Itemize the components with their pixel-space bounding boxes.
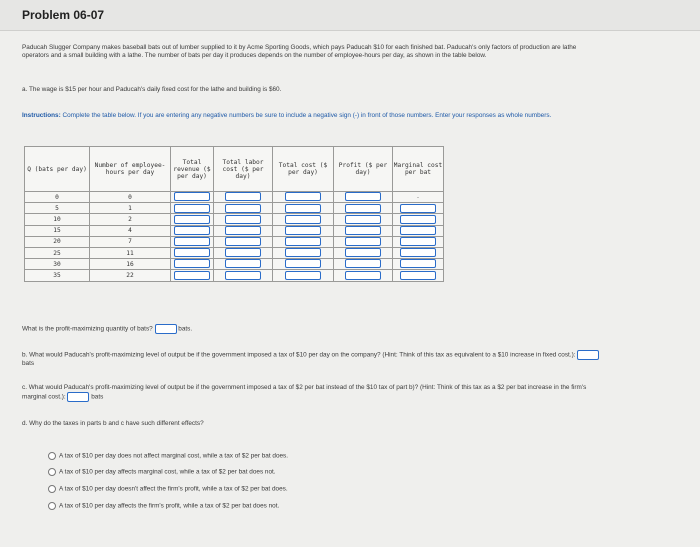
table-row	[25, 225, 444, 236]
instructions-label: Instructions:	[22, 112, 61, 119]
question-c-text: c. What would Paducah's profit-maximizing level of output be if the government imposed a tax of $2 per bat instead of the $10 tax of part b)? (Hint: Think of this tax as a $2 per bat increase in the firm's marginal cost.):	[22, 384, 587, 402]
question-b-unit: bats	[22, 360, 35, 368]
total-cost-input[interactable]	[285, 237, 321, 246]
radio-icon[interactable]	[48, 468, 56, 476]
profit-input[interactable]	[345, 204, 381, 213]
cell-total-revenue	[171, 259, 214, 270]
cell-profit	[334, 259, 393, 270]
cell-total-labor-cost	[214, 270, 273, 281]
col-header-marginal-cost: Marginal cost per bat	[393, 147, 444, 192]
cell-total-labor-cost	[214, 259, 273, 270]
total-revenue-input[interactable]	[174, 259, 210, 268]
cell-q: 15	[25, 225, 90, 236]
option-3[interactable]	[48, 485, 288, 493]
profit-input[interactable]	[345, 192, 381, 201]
cell-total-cost	[273, 225, 334, 236]
total-revenue-input[interactable]	[174, 192, 210, 201]
cell-total-labor-cost	[214, 247, 273, 258]
question-b-text: b. What would Paducah's profit-maximizing level of output be if the government imposed a tax of $10 per day on the company? (Hint: Think of this tax as equivalent to a $10 increase in fixed cost.):	[22, 351, 576, 359]
total-labor-cost-input[interactable]	[225, 259, 261, 268]
cell-hours: 1	[90, 203, 171, 214]
cell-marginal-cost	[393, 270, 444, 281]
cell-total-labor-cost	[214, 214, 273, 225]
cell-total-cost	[273, 259, 334, 270]
total-revenue-input[interactable]	[174, 237, 210, 246]
cell-profit	[334, 203, 393, 214]
question-profit-max	[22, 324, 192, 334]
total-labor-cost-input[interactable]	[225, 192, 261, 201]
col-header-hours: Number of employee-hours per day	[90, 147, 171, 192]
total-labor-cost-input[interactable]	[225, 215, 261, 224]
cell-hours: 22	[90, 270, 171, 281]
cell-total-labor-cost	[214, 225, 273, 236]
total-revenue-input[interactable]	[174, 226, 210, 235]
cell-marginal-cost	[393, 236, 444, 247]
cell-marginal-cost	[393, 192, 444, 203]
total-labor-cost-input[interactable]	[225, 226, 261, 235]
marginal-cost-input[interactable]	[400, 226, 436, 235]
cell-q: 25	[25, 247, 90, 258]
question-b	[22, 350, 602, 369]
cell-total-revenue	[171, 270, 214, 281]
cell-total-revenue	[171, 214, 214, 225]
cell-total-cost	[273, 236, 334, 247]
option-2[interactable]	[48, 468, 276, 476]
cell-total-revenue	[171, 247, 214, 258]
cell-marginal-cost	[393, 225, 444, 236]
cell-marginal-cost	[393, 247, 444, 258]
profit-input[interactable]	[345, 271, 381, 280]
cell-hours: 2	[90, 214, 171, 225]
cell-hours: 7	[90, 236, 171, 247]
total-cost-input[interactable]	[285, 192, 321, 201]
table-row	[25, 270, 444, 281]
question-b-input[interactable]	[577, 350, 599, 360]
intro-text: Paducah Slugger Company makes baseball bats out of lumber supplied to it by Acme Sporting Goods, which pays Paducah $10 for each finished bat. Paducah's only factors of production are lathe operators and a small building with a lathe. The number of bats per day it produces depends on the number of employee-hours per day, as shown in the table below.	[22, 44, 577, 60]
option-2-label: A tax of $10 per day affects marginal cost, while a tax of $2 per bat does not.	[59, 468, 276, 476]
total-revenue-input[interactable]	[174, 204, 210, 213]
profit-input[interactable]	[345, 248, 381, 257]
col-header-q: Q (bats per day)	[25, 147, 90, 192]
cell-q: 5	[25, 203, 90, 214]
cell-total-revenue	[171, 236, 214, 247]
marginal-cost-na: -	[416, 193, 420, 201]
profit-input[interactable]	[345, 226, 381, 235]
problem-title: Problem 06-07	[22, 8, 105, 22]
col-header-total-cost: Total cost ($ per day)	[273, 147, 334, 192]
profit-input[interactable]	[345, 237, 381, 246]
cell-total-labor-cost	[214, 192, 273, 203]
question-c-input[interactable]	[67, 392, 89, 402]
option-3-label: A tax of $10 per day doesn't affect the firm's profit, while a tax of $2 per bat does.	[59, 485, 288, 493]
cell-hours: 0	[90, 192, 171, 203]
total-cost-input[interactable]	[285, 226, 321, 235]
total-cost-input[interactable]	[285, 215, 321, 224]
problem-header	[0, 0, 700, 31]
cell-q: 30	[25, 259, 90, 270]
cell-total-labor-cost	[214, 203, 273, 214]
profit-input[interactable]	[345, 215, 381, 224]
instructions-text: Complete the table below. If you are entering any negative numbers be sure to include a negative sign (-) in front of those numbers. Enter your responses as whole numbers.	[62, 112, 552, 119]
cell-total-revenue	[171, 203, 214, 214]
radio-icon[interactable]	[48, 502, 56, 510]
radio-icon[interactable]	[48, 452, 56, 460]
question-profit-max-text: What is the profit-maximizing quantity of bats?	[22, 325, 153, 333]
cell-hours: 16	[90, 259, 171, 270]
total-revenue-input[interactable]	[174, 215, 210, 224]
option-4[interactable]	[48, 502, 279, 510]
cell-q: 10	[25, 214, 90, 225]
cell-total-cost	[273, 247, 334, 258]
marginal-cost-input[interactable]	[400, 271, 436, 280]
col-header-total-labor-cost: Total labor cost ($ per day)	[214, 147, 273, 192]
instructions	[22, 112, 582, 120]
total-cost-input[interactable]	[285, 248, 321, 257]
option-4-label: A tax of $10 per day affects the firm's profit, while a tax of $2 per bat does not.	[59, 502, 280, 510]
cell-profit	[334, 225, 393, 236]
cell-total-cost	[273, 270, 334, 281]
total-cost-input[interactable]	[285, 204, 321, 213]
table-row	[25, 247, 444, 258]
cost-table	[24, 146, 444, 282]
cell-hours: 4	[90, 225, 171, 236]
cell-marginal-cost	[393, 203, 444, 214]
marginal-cost-input[interactable]	[400, 248, 436, 257]
cell-profit	[334, 192, 393, 203]
cell-profit	[334, 270, 393, 281]
cell-total-labor-cost	[214, 236, 273, 247]
marginal-cost-input[interactable]	[400, 215, 436, 224]
total-labor-cost-input[interactable]	[225, 271, 261, 280]
cell-hours: 11	[90, 247, 171, 258]
cell-q: 0	[25, 192, 90, 203]
cell-total-cost	[273, 214, 334, 225]
part-a-text: a. The wage is $15 per hour and Paducah's daily fixed cost for the lathe and building is $60.	[22, 86, 282, 93]
total-cost-input[interactable]	[285, 271, 321, 280]
table-row	[25, 203, 444, 214]
marginal-cost-input[interactable]	[400, 204, 436, 213]
cell-profit	[334, 214, 393, 225]
option-1-label: A tax of $10 per day does not affect marginal cost, while a tax of $2 per bat does.	[59, 452, 289, 460]
total-labor-cost-input[interactable]	[225, 248, 261, 257]
total-labor-cost-input[interactable]	[225, 237, 261, 246]
question-profit-max-unit: bats.	[178, 325, 193, 333]
total-labor-cost-input[interactable]	[225, 204, 261, 213]
cell-total-revenue	[171, 192, 214, 203]
question-c	[22, 384, 602, 403]
cell-total-revenue	[171, 225, 214, 236]
profit-max-quantity-input[interactable]	[155, 324, 177, 334]
cell-marginal-cost	[393, 214, 444, 225]
total-cost-input[interactable]	[285, 259, 321, 268]
table-header-row	[25, 147, 444, 192]
cell-q: 20	[25, 236, 90, 247]
table-row	[25, 214, 444, 225]
question-d: d. Why do the taxes in parts b and c have such different effects?	[22, 420, 204, 427]
cell-total-cost	[273, 203, 334, 214]
table-row	[25, 259, 444, 270]
table-row	[25, 192, 444, 203]
total-revenue-input[interactable]	[174, 248, 210, 257]
cell-total-cost	[273, 192, 334, 203]
marginal-cost-input[interactable]	[400, 237, 436, 246]
cell-q: 35	[25, 270, 90, 281]
cell-profit	[334, 247, 393, 258]
total-revenue-input[interactable]	[174, 271, 210, 280]
radio-icon[interactable]	[48, 485, 56, 493]
col-header-total-revenue: Total revenue ($ per day)	[171, 147, 214, 192]
profit-input[interactable]	[345, 259, 381, 268]
table-row	[25, 236, 444, 247]
cell-marginal-cost	[393, 259, 444, 270]
question-c-unit: bats	[91, 394, 104, 402]
col-header-profit: Profit ($ per day)	[334, 147, 393, 192]
option-1[interactable]	[48, 452, 288, 460]
cell-profit	[334, 236, 393, 247]
marginal-cost-input[interactable]	[400, 259, 436, 268]
